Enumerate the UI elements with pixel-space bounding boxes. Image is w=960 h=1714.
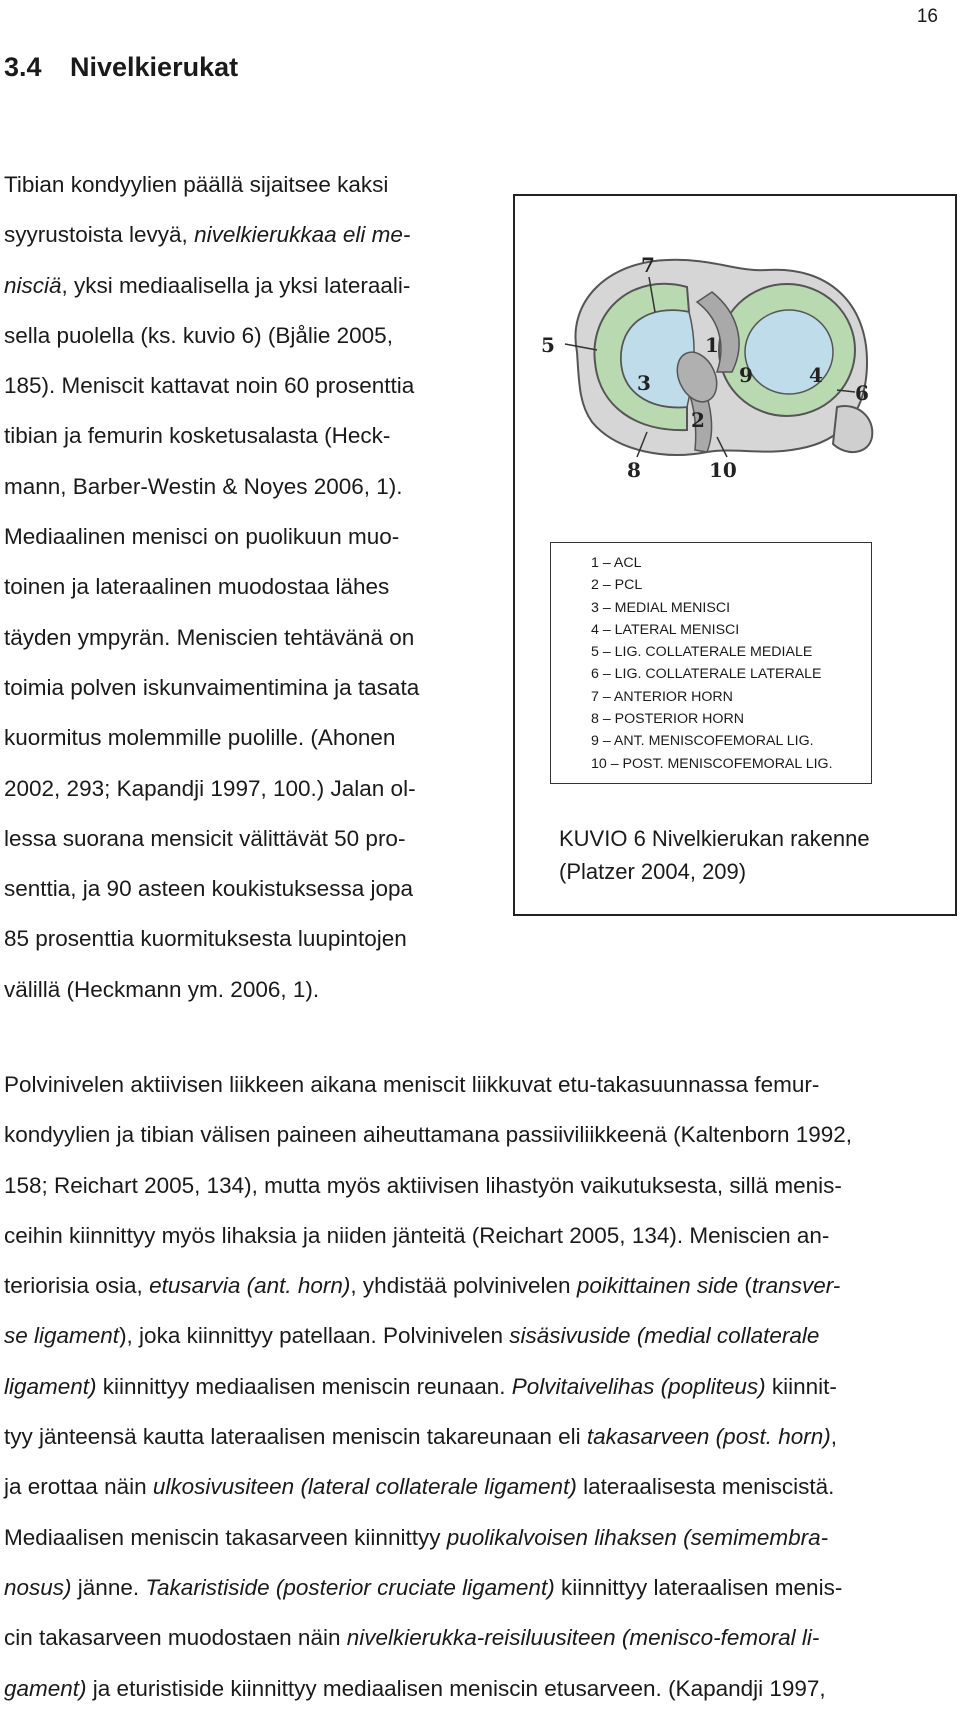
text-run: kiinnit- <box>765 1373 837 1399</box>
label-1: 1 <box>705 333 719 357</box>
fibula-stub <box>833 406 872 452</box>
text-line <box>4 613 474 663</box>
text-line <box>4 1362 956 1412</box>
text-run: 2002, 293; Kapandji 1997, 100.) Jalan ol- <box>4 775 416 801</box>
text-line <box>4 663 474 713</box>
text-run: 158; Reichart 2005, 134), mutta myös aktiivisen lihastyön vaikutuksesta, sillä menis- <box>4 1172 842 1198</box>
italic-term: puolikalvoisen lihaksen (semimembra- <box>446 1524 829 1550</box>
italic-term: nosus) <box>4 1574 72 1600</box>
text-line <box>4 1613 956 1663</box>
label-5: 5 <box>541 333 555 357</box>
figure-legend <box>550 542 872 784</box>
legend-item: 1 – ACL <box>591 555 642 571</box>
text-run: kiinnittyy mediaalisen meniscin reunaan. <box>96 1373 512 1399</box>
text-run: välillä (Heckmann ym. 2006, 1). <box>4 976 320 1002</box>
meniscus-anatomy-illustration <box>537 232 877 502</box>
text-run: , <box>830 1424 837 1450</box>
text-run: ja eturistiside kiinnittyy mediaalisen meniscin etusarveen. (Kapandji 1997, <box>86 1675 826 1701</box>
text-run: , yhdistää polvinivelen <box>350 1273 577 1299</box>
text-run: Mediaalinen menisci on puolikuun muo- <box>4 524 400 550</box>
text-run: Polvinivelen aktiivisen liikkeen aikana meniscit liikkuvat etu-takasuunnassa femur- <box>4 1072 820 1097</box>
text-line <box>4 411 474 461</box>
text-run: 85 prosenttia kuormituksesta luupintojen <box>4 926 407 952</box>
text-line <box>4 713 474 763</box>
label-7: 7 <box>641 253 655 277</box>
label-9: 9 <box>739 363 753 387</box>
italic-term: Takaristiside (posterior cruciate ligament) <box>145 1574 555 1600</box>
text-run: ceihin kiinnittyy myös lihaksia ja niiden jänteitä (Reichart 2005, 134). Meniscien an- <box>4 1222 830 1248</box>
caption-line: KUVIO 6 Nivelkierukan rakenne <box>559 826 870 851</box>
italic-term: nivelkierukka-reisiluusiteen (menisco-femoral li- <box>346 1625 820 1651</box>
italic-term: poikittainen side <box>576 1273 739 1299</box>
label-2: 2 <box>691 408 705 432</box>
italic-term: sisäsivuside (medial collaterale <box>509 1323 820 1349</box>
italic-term: ligament) <box>4 1373 97 1399</box>
legend-item: 10 – POST. MENISCOFEMORAL LIG. <box>591 755 833 772</box>
legend-item: 2 – PCL <box>591 577 643 594</box>
text-run: Mediaalisen meniscin takasarveen kiinnittyy <box>4 1524 447 1550</box>
text-run: ), joka kiinnittyy patellaan. Polvinivelen <box>119 1323 510 1349</box>
text-line <box>4 512 474 562</box>
italic-term: gament) <box>4 1675 87 1701</box>
text-run: toinen ja lateraalinen muodostaa lähes <box>4 574 390 600</box>
text-line <box>4 311 474 361</box>
text-line <box>4 814 474 864</box>
text-run: kuormitus molemmille puolille. (Ahonen <box>4 725 396 751</box>
legend-item: 8 – POSTERIOR HORN <box>591 711 744 728</box>
legend-item: 5 – LIG. COLLATERALE MEDIALE <box>591 644 813 661</box>
text-run: mann, Barber-Westin & Noyes 2006, 1). <box>4 473 403 499</box>
text-run: sella puolella (ks. kuvio 6) (Bjålie 2005, <box>4 322 393 348</box>
label-3: 3 <box>637 371 651 395</box>
legend-item: 3 – MEDIAL MENISCI <box>591 599 731 616</box>
text-run: kondyylien ja tibian välisen paineen aiheuttamana passiiviliikkeenä (Kaltenborn 1992, <box>4 1122 853 1148</box>
text-line <box>4 1261 956 1311</box>
intro-paragraph <box>4 160 474 1015</box>
text-line <box>4 261 474 311</box>
legend-item: 4 – LATERAL MENISCI <box>591 621 740 638</box>
text-run: Tibian kondyylien päällä sijaitsee kaksi <box>4 172 389 197</box>
text-line <box>4 160 474 210</box>
label-6: 6 <box>855 381 869 405</box>
italic-term: ulkosivusiteen (lateral collaterale ligament) <box>152 1474 577 1500</box>
italic-term: nivelkierukkaa eli me- <box>194 222 411 248</box>
text-run: , yksi mediaalisella ja yksi lateraali- <box>61 272 411 298</box>
text-line <box>4 1563 956 1613</box>
text-run: syyrustoista levyä, <box>4 222 195 248</box>
text-run: jänne. <box>71 1574 146 1600</box>
text-run: senttia, ja 90 asteen koukistuksessa jopa <box>4 876 413 902</box>
text-run: tyy jänteensä kautta lateraalisen meniscin takareunaan eli <box>4 1424 587 1450</box>
text-run: cin takasarveen muodostaen näin <box>4 1625 347 1651</box>
section-heading <box>4 52 238 83</box>
text-run: teriorisia osia, <box>4 1273 150 1299</box>
italic-term: takasarveen (post. horn) <box>586 1424 831 1450</box>
text-run: lateraalisesta meniscistä. <box>576 1474 835 1500</box>
text-line <box>4 1513 956 1563</box>
label-8: 8 <box>627 458 641 482</box>
italic-term: etusarvia (ant. horn) <box>149 1273 351 1299</box>
legend-item: 6 – LIG. COLLATERALE LATERALE <box>591 666 822 683</box>
italic-term: nisciä <box>4 272 62 298</box>
text-line <box>4 1311 956 1361</box>
text-run: tibian ja femurin kosketusalasta (Heck- <box>4 423 391 449</box>
text-line <box>4 361 474 411</box>
legend-item: 7 – ANTERIOR HORN <box>591 688 733 705</box>
text-line <box>4 1110 956 1160</box>
text-line <box>4 1161 956 1211</box>
text-line <box>4 562 474 612</box>
label-4: 4 <box>809 363 823 387</box>
section-number: 3.4 <box>4 52 42 82</box>
text-run: ja erottaa näin <box>4 1474 153 1500</box>
text-line <box>4 1664 956 1714</box>
page-number: 16 <box>916 6 938 27</box>
text-line <box>4 864 474 914</box>
italic-term: transver- <box>751 1273 841 1299</box>
text-run: toimia polven iskunvaimentimina ja tasata <box>4 674 420 700</box>
text-line <box>4 1060 956 1110</box>
text-run: lessa suorana mensicit välittävät 50 pro- <box>4 825 406 851</box>
section-title: Nivelkierukat <box>70 52 239 82</box>
text-run: täyden ympyrän. Meniscien tehtävänä on <box>4 624 415 650</box>
italic-term: Polvitaivelihas (popliteus) <box>511 1373 766 1399</box>
caption-line: (Platzer 2004, 209) <box>559 859 747 884</box>
legend-item: 9 – ANT. MENISCOFEMORAL LIG. <box>591 733 814 750</box>
text-line <box>4 1462 956 1512</box>
figure-6 <box>513 194 957 916</box>
italic-term: se ligament <box>4 1323 120 1349</box>
text-line <box>4 1211 956 1261</box>
text-line <box>4 965 474 1015</box>
text-run: kiinnittyy lateraalisen menis- <box>554 1574 843 1600</box>
text-line <box>4 462 474 512</box>
body-paragraph <box>4 1060 956 1714</box>
figure-caption <box>559 822 949 888</box>
text-run: 185). Meniscit kattavat noin 60 prosenttia <box>4 373 415 399</box>
label-10: 10 <box>709 458 737 482</box>
text-run: ( <box>738 1273 752 1299</box>
text-line <box>4 1412 956 1462</box>
text-line <box>4 210 474 260</box>
text-line <box>4 764 474 814</box>
text-line <box>4 914 474 964</box>
